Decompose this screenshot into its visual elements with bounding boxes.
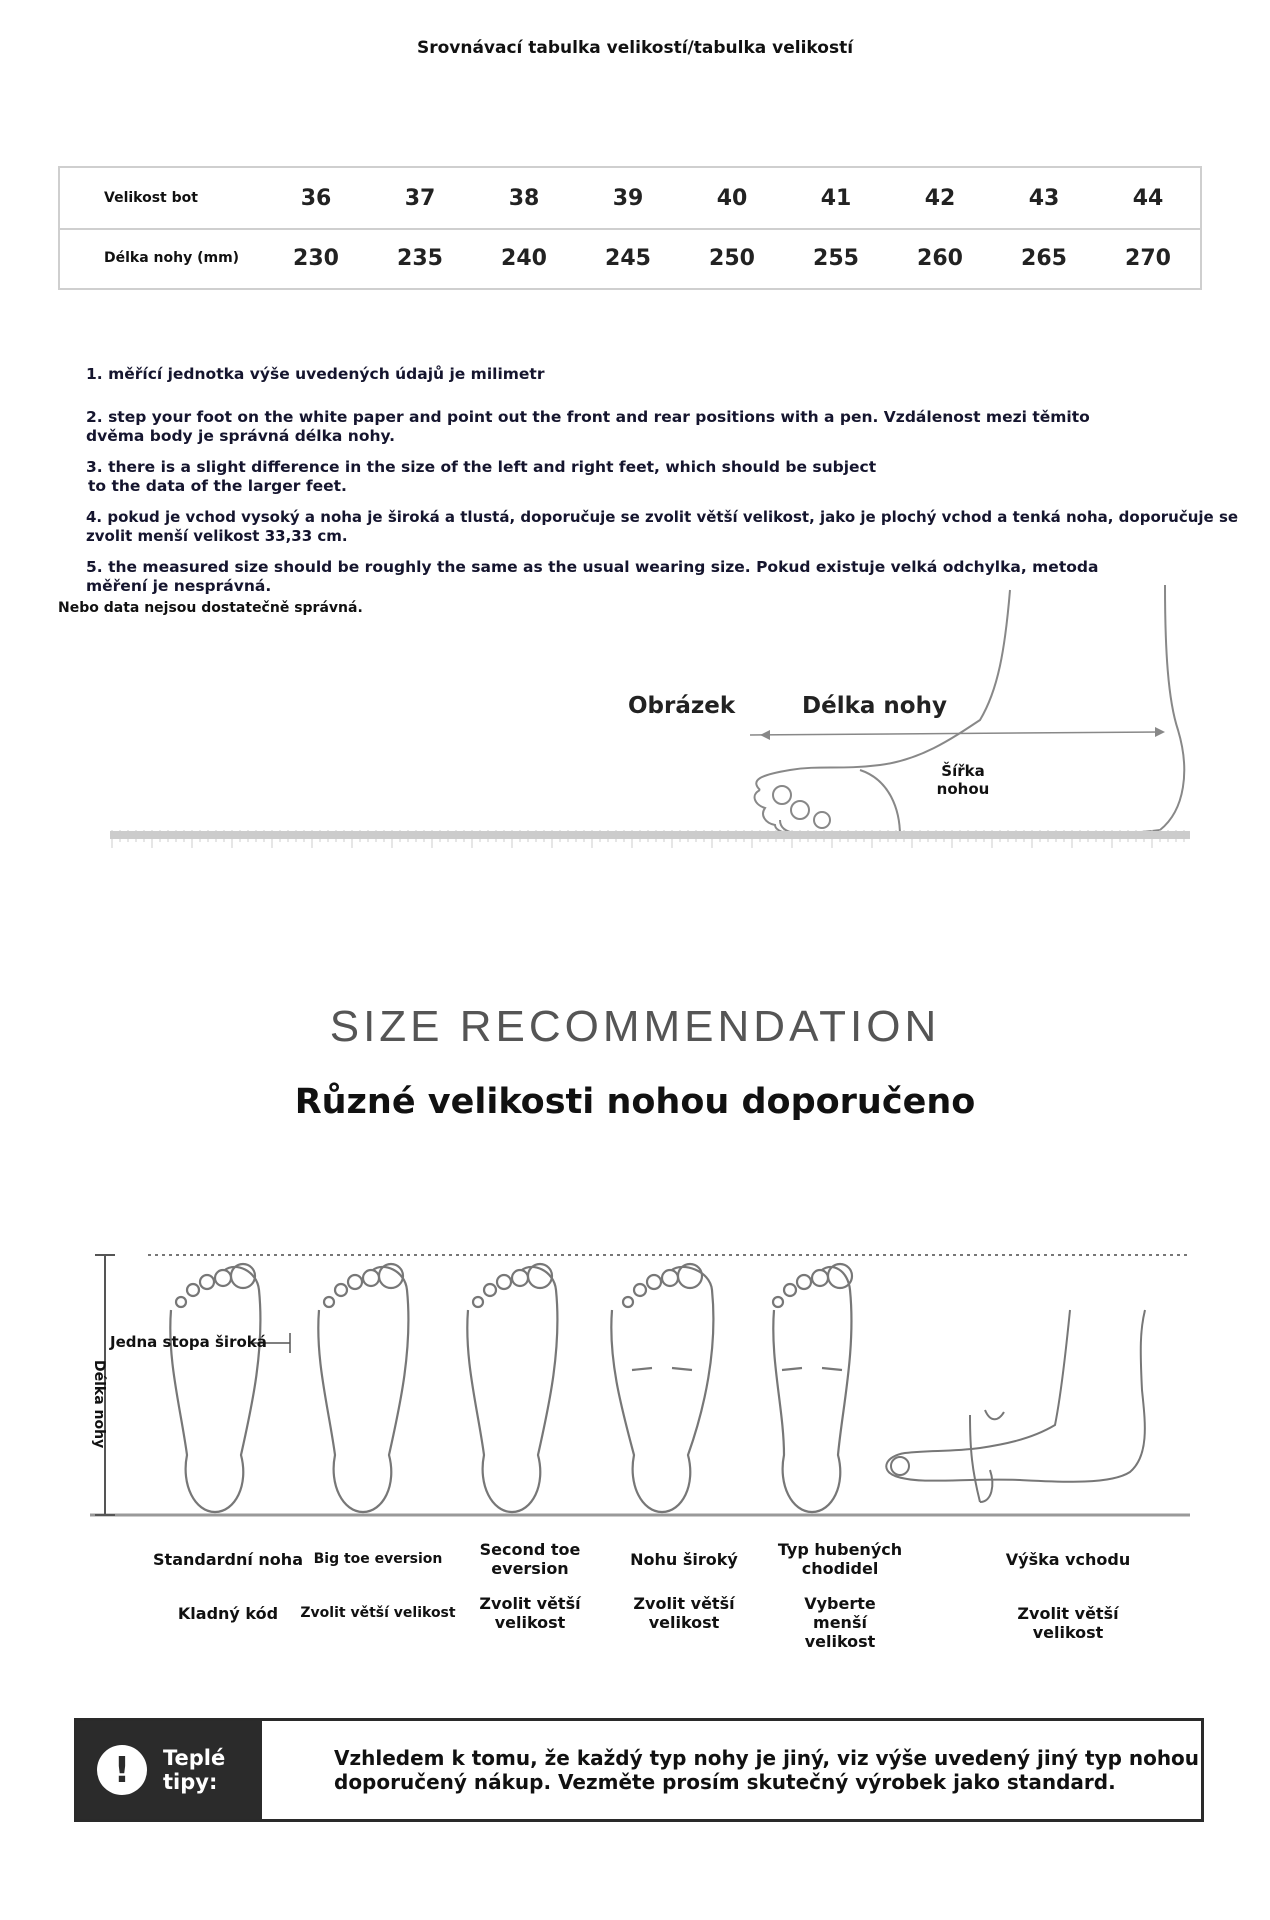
foot-side-icon-2 bbox=[886, 1310, 1145, 1502]
tips-header bbox=[77, 1721, 262, 1819]
label-foot-width-type: Jedna stopa široká bbox=[110, 1333, 267, 1351]
table-cell: 42 bbox=[924, 185, 956, 211]
foot-sole-icon bbox=[467, 1264, 557, 1512]
table-cell: 39 bbox=[612, 185, 644, 211]
foot-type-advice: Zvolit větší velikost bbox=[479, 1594, 581, 1632]
table-cell: 44 bbox=[1132, 185, 1164, 211]
label-image: Obrázek bbox=[628, 693, 736, 719]
foot-type-name: Second toe eversion bbox=[479, 1540, 581, 1578]
table-row-length bbox=[60, 228, 1200, 288]
note-3: 3. there is a slight difference in the size of the left and right feet, which should be subject to the data of the larger feet. bbox=[86, 458, 877, 495]
section-heading: SIZE RECOMMENDATION bbox=[329, 1002, 941, 1051]
table-cell: 255 bbox=[813, 245, 859, 271]
foot-sole-icon bbox=[611, 1264, 713, 1512]
foot-sole-icon bbox=[773, 1264, 852, 1512]
foot-type-name: Standardní noha bbox=[153, 1550, 303, 1569]
foot-type-name: Typ hubených chodidel bbox=[777, 1540, 903, 1578]
foot-type-advice: Zvolit větší velikost bbox=[633, 1594, 735, 1632]
note-5-tail: Nebo data nejsou dostatečně správná. bbox=[58, 600, 363, 616]
foot-sole-icon bbox=[170, 1264, 260, 1512]
table-cell: 250 bbox=[709, 245, 755, 271]
row-label-length: Délka nohy (mm) bbox=[104, 250, 240, 266]
table-cell: 240 bbox=[501, 245, 547, 271]
foot-type-advice: Zvolit větší velikost bbox=[1017, 1604, 1119, 1642]
foot-type-name: Výška vchodu bbox=[1005, 1550, 1131, 1569]
note-2: 2. step your foot on the white paper and point out the front and rear positions with a pen. Vzdálenost mezi těmito dvěma body je správná délka nohy. bbox=[86, 408, 1090, 445]
table-cell: 260 bbox=[917, 245, 963, 271]
foot-sole-icon bbox=[318, 1264, 408, 1512]
table-cell: 43 bbox=[1028, 185, 1060, 211]
tips-box bbox=[74, 1718, 1204, 1822]
table-cell: 230 bbox=[293, 245, 339, 271]
label-foot-width: Šířka nohou bbox=[936, 762, 990, 798]
table-cell: 41 bbox=[820, 185, 852, 211]
table-cell: 40 bbox=[716, 185, 748, 211]
table-row-size bbox=[60, 168, 1200, 230]
foot-type-name: Big toe eversion bbox=[313, 1551, 443, 1567]
page-title: Srovnávací tabulka velikostí/tabulka velikostí bbox=[416, 38, 854, 58]
foot-type-advice: Vyberte menší velikost bbox=[804, 1594, 876, 1651]
note-4: 4. pokud je vchod vysoký a noha je široká a tlustá, doporučuje se zvolit větší velikost, jako je plochý vchod a tenká noha, doporučuje se zvolit menší velikost 33,33 cm. bbox=[86, 508, 1239, 545]
tips-label: Teplé tipy: bbox=[163, 1746, 226, 1794]
table-cell: 265 bbox=[1021, 245, 1067, 271]
size-table bbox=[58, 166, 1202, 290]
length-cells bbox=[264, 246, 1200, 271]
foot-type-name: Nohu široký bbox=[630, 1550, 738, 1569]
foot-side-icon bbox=[100, 580, 1200, 860]
table-cell: 36 bbox=[300, 185, 332, 211]
tips-text: Vzhledem k tomu, že každý typ nohy je jiný, viz výše uvedený jiný typ nohou doporučený nákup. Vezměte prosím skutečný výrobek jako standard. bbox=[334, 1746, 1200, 1794]
table-cell: 235 bbox=[397, 245, 443, 271]
label-foot-length: Délka nohy bbox=[802, 693, 947, 719]
foot-type-advice: Kladný kód bbox=[177, 1604, 279, 1623]
table-cell: 38 bbox=[508, 185, 540, 211]
row-label-size: Velikost bot bbox=[104, 190, 198, 206]
table-cell: 245 bbox=[605, 245, 651, 271]
note-5: 5. the measured size should be roughly the same as the usual wearing size. Pokud existuje velká odchylka, metoda měření je nesprávná. bbox=[86, 558, 1099, 595]
foot-type-advice: Zvolit větší velikost bbox=[300, 1605, 456, 1621]
table-cell: 37 bbox=[404, 185, 436, 211]
table-cell: 270 bbox=[1125, 245, 1171, 271]
section-subheading: Různé velikosti nohou doporučeno bbox=[294, 1082, 976, 1122]
foot-types-diagram bbox=[80, 1240, 1200, 1530]
size-cells bbox=[264, 186, 1200, 211]
note-1: 1. měřící jednotka výše uvedených údajů je milimetr bbox=[86, 365, 545, 383]
label-foot-length-vertical: Délka nohy bbox=[91, 1360, 107, 1449]
exclamation-icon: ! bbox=[97, 1745, 147, 1795]
